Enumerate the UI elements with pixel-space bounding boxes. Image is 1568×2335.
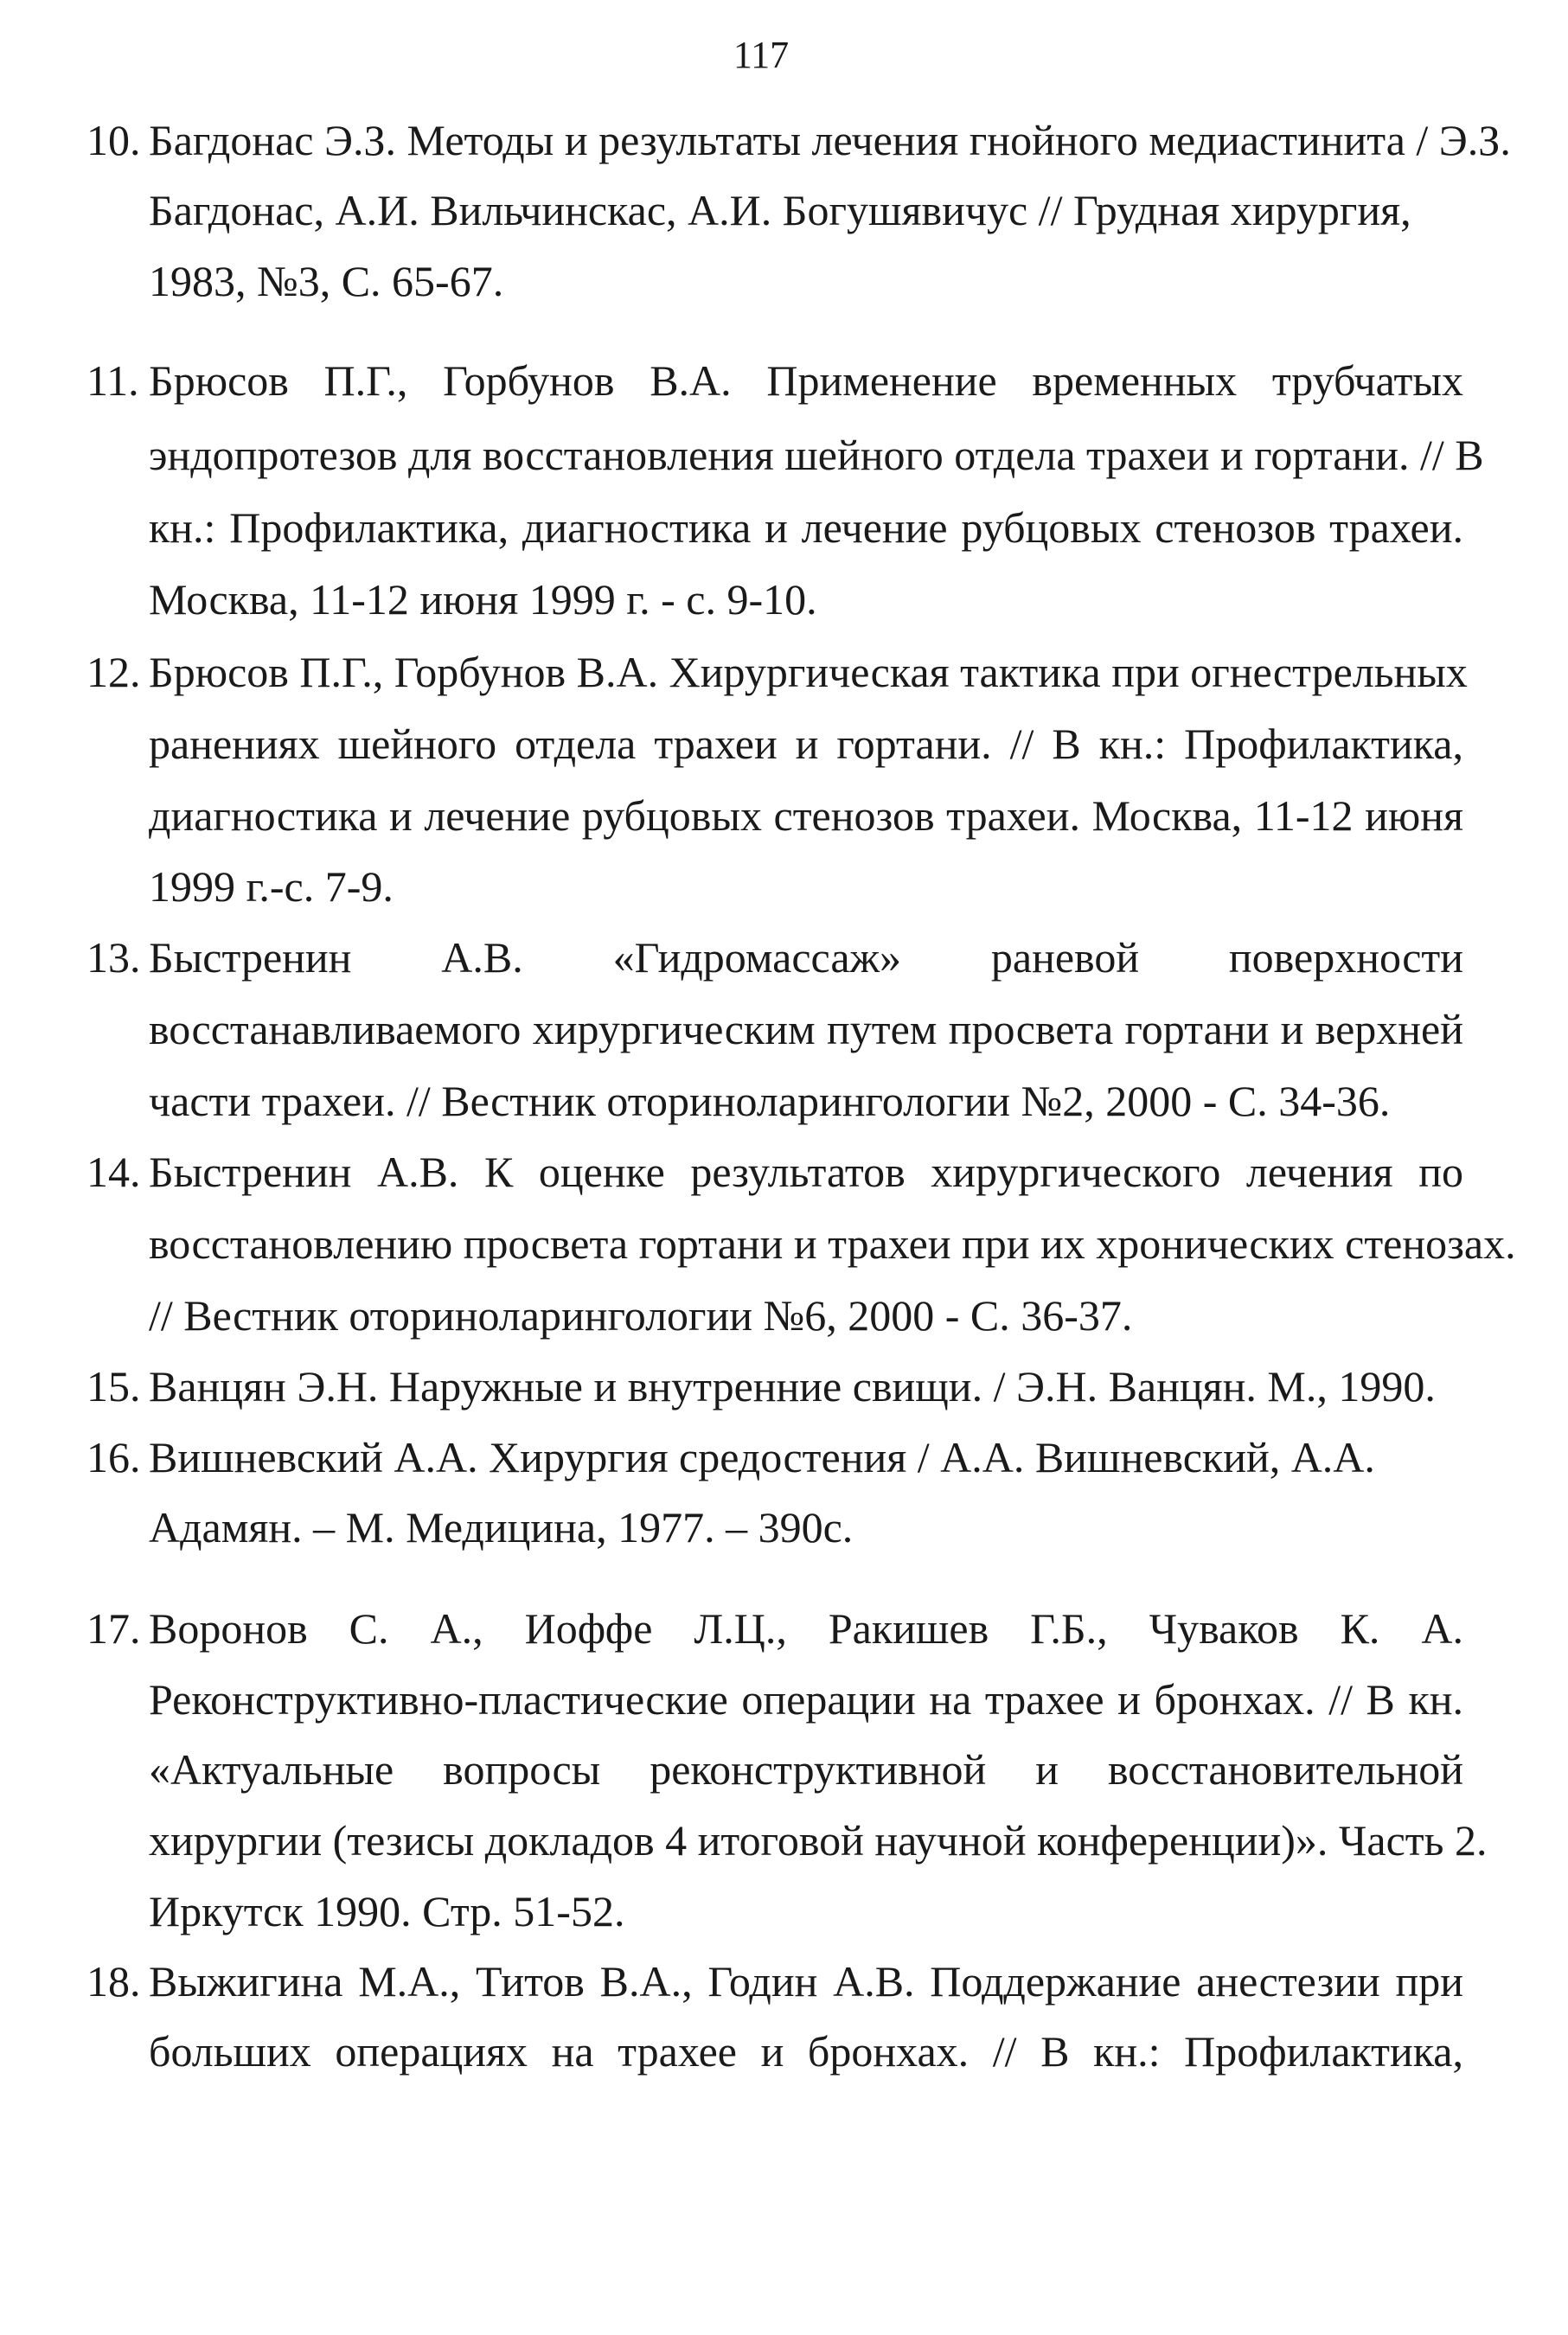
reference-number: 18. [86, 1957, 141, 2006]
reference-line: восстановлению просвета гортани и трахеи при их хронических стенозах. [149, 1219, 1516, 1268]
page-number: 117 [733, 34, 790, 76]
reference-line: Багдонас, А.И. Вильчинскас, А.И. Богушявичус // Грудная хирургия, [149, 186, 1411, 234]
reference-number: 13. [86, 933, 141, 982]
reference-line: кн.: Профилактика, диагностика и лечение рубцовых стенозов трахеи. [149, 503, 1463, 552]
reference-number: 11. [86, 356, 139, 405]
reference-17-line-3 [0, 1743, 1568, 1795]
reference-line: Брюсов П.Г., Горбунов В.А. Хирургическая тактика при огнестрельных [149, 648, 1468, 696]
reference-13-line-3 [0, 1075, 1568, 1127]
reference-12 [0, 646, 1568, 698]
reference-18 [0, 1955, 1568, 2007]
reference-10-line-2 [0, 184, 1568, 236]
reference-line: // Вестник оториноларингологии №6, 2000 - С. 36-37. [149, 1291, 1133, 1340]
reference-line: диагностика и лечение рубцовых стенозов трахеи. Москва, 11-12 июня [149, 791, 1463, 840]
reference-10-line-3 [0, 255, 1568, 307]
reference-line: Адамян. – М. Медицина, 1977. – 390с. [149, 1503, 854, 1551]
reference-line: Вишневский А.А. Хирургия средостения / А.А. Вишневский, А.А. [149, 1433, 1375, 1481]
reference-line: Москва, 11-12 июня 1999 г. - с. 9-10. [149, 575, 817, 624]
reference-line: Багдонас Э.З. Методы и результаты лечения гнойного медиастинита / Э.З. [149, 116, 1511, 164]
reference-15 [0, 1360, 1568, 1412]
reference-line: 1999 г.-с. 7-9. [149, 862, 394, 911]
reference-16-line-2 [0, 1501, 1568, 1553]
reference-11-line-3 [0, 502, 1568, 553]
reference-14 [0, 1146, 1568, 1198]
reference-number: 15. [86, 1362, 141, 1411]
reference-line: части трахеи. // Вестник оториноларингологии №2, 2000 - С. 34-36. [149, 1077, 1391, 1125]
reference-17-line-2 [0, 1673, 1568, 1725]
reference-17-line-4 [0, 1814, 1568, 1866]
reference-12-line-2 [0, 718, 1568, 770]
reference-14-line-3 [0, 1289, 1568, 1341]
reference-11-line-4 [0, 573, 1568, 625]
reference-line: эндопротезов для восстановления шейного отдела трахеи и гортани. // В [149, 431, 1484, 479]
reference-13 [0, 931, 1568, 983]
reference-16 [0, 1431, 1568, 1483]
reference-line: Реконструктивно-пластические операции на трахее и бронхах. // В кн. [149, 1675, 1463, 1724]
reference-number: 17. [86, 1604, 141, 1653]
reference-number: 12. [86, 648, 141, 696]
reference-line: Воронов С. А., Иоффе Л.Ц., Ракишев Г.Б., Чуваков К. А. [149, 1604, 1463, 1653]
reference-10 [0, 114, 1568, 166]
reference-number: 10. [86, 116, 141, 164]
reference-12-line-3 [0, 790, 1568, 841]
reference-11 [0, 355, 1568, 406]
reference-line: Быстренин А.В. «Гидромассаж» раневой поверхности [149, 933, 1463, 982]
reference-11-line-2 [0, 429, 1568, 481]
reference-12-line-4 [0, 860, 1568, 912]
reference-14-line-2 [0, 1218, 1568, 1270]
reference-line: «Актуальные вопросы реконструктивной и восстановительной [149, 1745, 1463, 1794]
reference-line: Быстренин А.В. К оценке результатов хирургического лечения по [149, 1148, 1463, 1196]
reference-line: Брюсов П.Г., Горбунов В.А. Применение временных трубчатых [149, 356, 1463, 405]
reference-line: ранениях шейного отдела трахеи и гортани. // В кн.: Профилактика, [149, 720, 1463, 768]
reference-line: восстанавливаемого хирургическим путем просвета гортани и верхней [149, 1005, 1463, 1053]
reference-line: 1983, №3, С. 65-67. [149, 257, 504, 305]
reference-number: 16. [86, 1433, 141, 1481]
reference-18-line-2 [0, 2025, 1568, 2077]
reference-line: больших операциях на трахее и бронхах. // В кн.: Профилактика, [149, 2027, 1463, 2076]
reference-17 [0, 1603, 1568, 1654]
reference-line: Выжигина М.А., Титов В.А., Годин А.В. Поддержание анестезии при [149, 1957, 1463, 2006]
reference-13-line-2 [0, 1003, 1568, 1055]
reference-17-line-5 [0, 1885, 1568, 1937]
reference-line: хирургии (тезисы докладов 4 итоговой научной конференции)». Часть 2. [149, 1816, 1488, 1865]
reference-line: Ванцян Э.Н. Наружные и внутренние свищи. / Э.Н. Ванцян. М., 1990. [149, 1362, 1436, 1411]
reference-number: 14. [86, 1148, 141, 1196]
reference-line: Иркутск 1990. Стр. 51-52. [149, 1887, 625, 1935]
